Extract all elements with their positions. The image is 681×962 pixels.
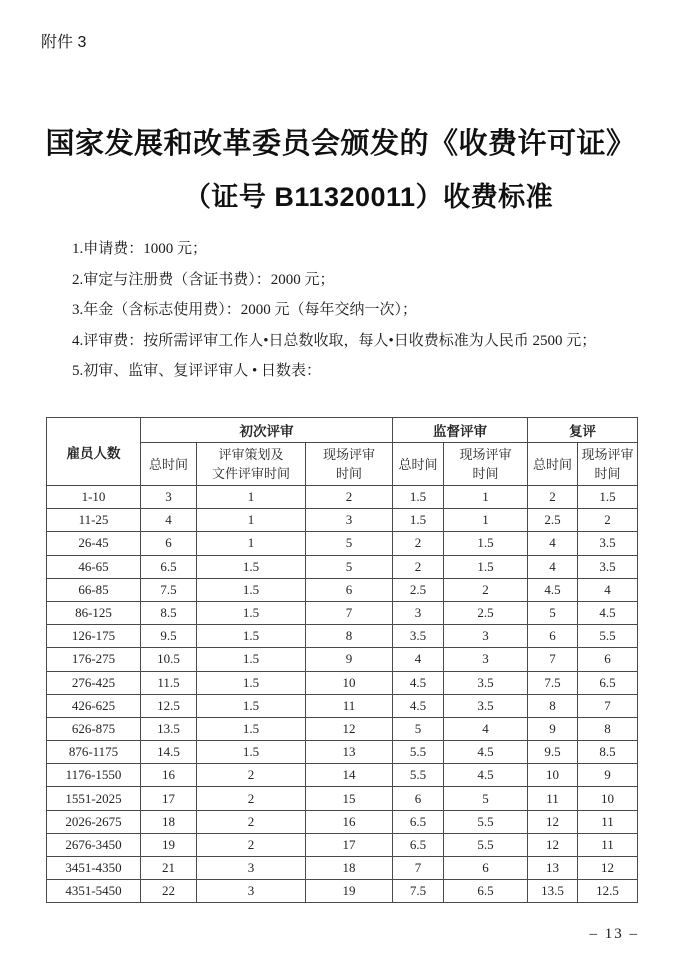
table-row (47, 532, 638, 555)
days-value-cell: 2 (197, 833, 306, 856)
days-value-cell: 6 (578, 648, 638, 671)
days-value-cell: 8.5 (141, 601, 197, 624)
audit-days-table (46, 417, 638, 903)
days-value-cell: 11.5 (141, 671, 197, 694)
days-value-cell: 17 (306, 833, 393, 856)
table-row (47, 857, 638, 880)
days-value-cell: 4 (141, 509, 197, 532)
days-value-cell: 2 (578, 509, 638, 532)
days-value-cell: 4 (528, 555, 578, 578)
days-value-cell: 1.5 (197, 694, 306, 717)
table-header-employee-count: 雇员人数 (47, 418, 141, 486)
employee-range-cell: 1176-1550 (47, 764, 141, 787)
days-value-cell: 1.5 (197, 578, 306, 601)
days-value-cell: 12 (528, 810, 578, 833)
days-value-cell: 11 (528, 787, 578, 810)
days-value-cell: 4 (528, 532, 578, 555)
table-header-row-groups (47, 418, 638, 443)
days-value-cell: 4.5 (393, 694, 444, 717)
days-value-cell: 4 (393, 648, 444, 671)
employee-range-cell: 2026-2675 (47, 810, 141, 833)
table-row (47, 741, 638, 764)
table-header-subcolumn: 总时间 (393, 443, 444, 486)
days-value-cell: 6.5 (578, 671, 638, 694)
table-header-group: 初次评审 (141, 418, 393, 443)
days-value-cell: 22 (141, 880, 197, 903)
days-value-cell: 5 (393, 717, 444, 740)
table-header-subcolumn: 现场评审 时间 (578, 443, 638, 486)
employee-range-cell: 876-1175 (47, 741, 141, 764)
employee-range-cell: 46-65 (47, 555, 141, 578)
table-row (47, 764, 638, 787)
days-value-cell: 3.5 (578, 532, 638, 555)
table-row (47, 671, 638, 694)
days-value-cell: 9 (306, 648, 393, 671)
days-value-cell: 1.5 (197, 717, 306, 740)
days-value-cell: 17 (141, 787, 197, 810)
document-title-line1: 国家发展和改革委员会颁发的《收费许可证》 (45, 128, 636, 160)
days-value-cell: 1.5 (444, 555, 528, 578)
days-value-cell: 3 (197, 857, 306, 880)
days-value-cell: 7 (393, 857, 444, 880)
days-value-cell: 1 (444, 486, 528, 509)
fee-list (72, 234, 661, 387)
days-value-cell: 2.5 (393, 578, 444, 601)
days-value-cell: 12.5 (578, 880, 638, 903)
days-value-cell: 16 (306, 810, 393, 833)
days-value-cell: 19 (141, 833, 197, 856)
days-value-cell: 8 (578, 717, 638, 740)
table-header-subcolumn: 评审策划及 文件评审时间 (197, 443, 306, 486)
days-value-cell: 2 (393, 555, 444, 578)
employee-range-cell: 426-625 (47, 694, 141, 717)
days-value-cell: 3.5 (393, 625, 444, 648)
fee-list-item: 2.审定与注册费（含证书费）：2000 元； (72, 271, 335, 288)
table-row (47, 810, 638, 833)
fee-list-item: 3.年金（含标志使用费）：2000 元（每年交纳一次）； (72, 302, 418, 318)
days-value-cell: 3 (306, 509, 393, 532)
days-value-cell: 16 (141, 764, 197, 787)
days-value-cell: 1.5 (197, 671, 306, 694)
days-value-cell: 14 (306, 764, 393, 787)
days-value-cell: 5.5 (578, 625, 638, 648)
days-value-cell: 2 (197, 787, 306, 810)
table-header-group: 监督评审 (393, 418, 528, 443)
days-value-cell: 3 (444, 648, 528, 671)
days-value-cell: 4.5 (578, 601, 638, 624)
table-row (47, 578, 638, 601)
days-value-cell: 8 (528, 694, 578, 717)
days-value-cell: 6.5 (393, 833, 444, 856)
days-value-cell: 6 (444, 857, 528, 880)
days-value-cell: 7.5 (141, 578, 197, 601)
days-value-cell: 15 (306, 787, 393, 810)
days-value-cell: 14.5 (141, 741, 197, 764)
page-number: – 13 – (589, 926, 639, 942)
fee-list-item: 4.评审费：按所需评审工作人•日总数收取，每人•日收费标准为人民币 2500 元； (72, 332, 597, 349)
attachment-label: 附件 3 (41, 34, 87, 51)
days-value-cell: 10 (306, 671, 393, 694)
days-value-cell: 3 (197, 880, 306, 903)
days-value-cell: 2.5 (444, 601, 528, 624)
days-value-cell: 6 (528, 625, 578, 648)
days-value-cell: 1.5 (197, 625, 306, 648)
days-value-cell: 5 (528, 601, 578, 624)
days-value-cell: 12.5 (141, 694, 197, 717)
table-row (47, 648, 638, 671)
days-value-cell: 9.5 (141, 625, 197, 648)
days-value-cell: 10.5 (141, 648, 197, 671)
employee-range-cell: 86-125 (47, 601, 141, 624)
days-value-cell: 7.5 (393, 880, 444, 903)
days-value-cell: 1 (197, 486, 306, 509)
employee-range-cell: 126-175 (47, 625, 141, 648)
days-value-cell: 2 (306, 486, 393, 509)
days-value-cell: 6.5 (393, 810, 444, 833)
days-value-cell: 5 (306, 532, 393, 555)
days-value-cell: 4 (444, 717, 528, 740)
days-value-cell: 1 (197, 532, 306, 555)
days-value-cell: 4 (578, 578, 638, 601)
days-value-cell: 5 (306, 555, 393, 578)
table-row (47, 555, 638, 578)
days-value-cell: 6 (141, 532, 197, 555)
employee-range-cell: 626-875 (47, 717, 141, 740)
days-value-cell: 7 (528, 648, 578, 671)
days-value-cell: 4.5 (444, 764, 528, 787)
table-body (47, 486, 638, 903)
table-row (47, 787, 638, 810)
days-value-cell: 6 (393, 787, 444, 810)
table-row (47, 601, 638, 624)
employee-range-cell: 4351-5450 (47, 880, 141, 903)
fee-list-item: 1.申请费：1000 元； (72, 241, 208, 257)
days-value-cell: 2 (444, 578, 528, 601)
days-value-cell: 8 (306, 625, 393, 648)
days-value-cell: 3.5 (444, 694, 528, 717)
days-value-cell: 5.5 (393, 741, 444, 764)
days-value-cell: 7 (306, 601, 393, 624)
table-header (47, 418, 638, 486)
days-value-cell: 5.5 (393, 764, 444, 787)
days-value-cell: 1.5 (197, 555, 306, 578)
days-value-cell: 12 (528, 833, 578, 856)
days-value-cell: 18 (141, 810, 197, 833)
days-value-cell: 1.5 (197, 648, 306, 671)
days-value-cell: 4.5 (528, 578, 578, 601)
employee-range-cell: 276-425 (47, 671, 141, 694)
table-row (47, 625, 638, 648)
table-header-group: 复评 (528, 418, 638, 443)
days-value-cell: 5 (444, 787, 528, 810)
days-value-cell: 10 (528, 764, 578, 787)
table-row (47, 833, 638, 856)
days-value-cell: 3 (444, 625, 528, 648)
days-value-cell: 1.5 (393, 486, 444, 509)
days-value-cell: 1.5 (197, 741, 306, 764)
table-row (47, 486, 638, 509)
days-value-cell: 3 (141, 486, 197, 509)
days-value-cell: 21 (141, 857, 197, 880)
days-value-cell: 3.5 (444, 671, 528, 694)
days-value-cell: 9.5 (528, 741, 578, 764)
days-value-cell: 1.5 (444, 532, 528, 555)
days-value-cell: 18 (306, 857, 393, 880)
table-row (47, 694, 638, 717)
days-value-cell: 9 (578, 764, 638, 787)
days-value-cell: 12 (306, 717, 393, 740)
table-header-subcolumn: 现场评审 时间 (444, 443, 528, 486)
days-value-cell: 12 (578, 857, 638, 880)
days-value-cell: 4.5 (444, 741, 528, 764)
employee-range-cell: 1-10 (47, 486, 141, 509)
days-value-cell: 2 (197, 764, 306, 787)
days-value-cell: 1.5 (393, 509, 444, 532)
table-row (47, 509, 638, 532)
table-header-subcolumn: 总时间 (528, 443, 578, 486)
days-value-cell: 13.5 (528, 880, 578, 903)
days-value-cell: 3 (393, 601, 444, 624)
days-value-cell: 9 (528, 717, 578, 740)
table-row (47, 717, 638, 740)
table-header-subcolumn: 总时间 (141, 443, 197, 486)
days-value-cell: 5.5 (444, 833, 528, 856)
days-value-cell: 1 (444, 509, 528, 532)
employee-range-cell: 66-85 (47, 578, 141, 601)
days-value-cell: 11 (578, 833, 638, 856)
days-value-cell: 7 (578, 694, 638, 717)
days-value-cell: 7.5 (528, 671, 578, 694)
employee-range-cell: 3451-4350 (47, 857, 141, 880)
days-value-cell: 6.5 (141, 555, 197, 578)
document-title (0, 121, 681, 214)
days-value-cell: 2 (528, 486, 578, 509)
days-value-cell: 1.5 (197, 601, 306, 624)
table-header-subcolumn: 现场评审 时间 (306, 443, 393, 486)
days-value-cell: 8.5 (578, 741, 638, 764)
days-value-cell: 4.5 (393, 671, 444, 694)
days-value-cell: 3.5 (578, 555, 638, 578)
days-value-cell: 10 (578, 787, 638, 810)
fee-list-item: 5.初审、监审、复评评审人 • 日数表： (72, 363, 322, 379)
employee-range-cell: 176-275 (47, 648, 141, 671)
table-row (47, 880, 638, 903)
days-value-cell: 5.5 (444, 810, 528, 833)
days-value-cell: 6.5 (444, 880, 528, 903)
days-value-cell: 13 (528, 857, 578, 880)
days-value-cell: 11 (306, 694, 393, 717)
days-value-cell: 13.5 (141, 717, 197, 740)
employee-range-cell: 11-25 (47, 509, 141, 532)
days-value-cell: 6 (306, 578, 393, 601)
days-value-cell: 2 (197, 810, 306, 833)
days-value-cell: 19 (306, 880, 393, 903)
days-value-cell: 11 (578, 810, 638, 833)
days-value-cell: 1 (197, 509, 306, 532)
employee-range-cell: 26-45 (47, 532, 141, 555)
days-value-cell: 1.5 (578, 486, 638, 509)
days-value-cell: 13 (306, 741, 393, 764)
employee-range-cell: 2676-3450 (47, 833, 141, 856)
employee-range-cell: 1551-2025 (47, 787, 141, 810)
days-value-cell: 2 (393, 532, 444, 555)
days-value-cell: 2.5 (528, 509, 578, 532)
document-title-line2: （证号 B11320011）收费标准 (183, 182, 554, 212)
